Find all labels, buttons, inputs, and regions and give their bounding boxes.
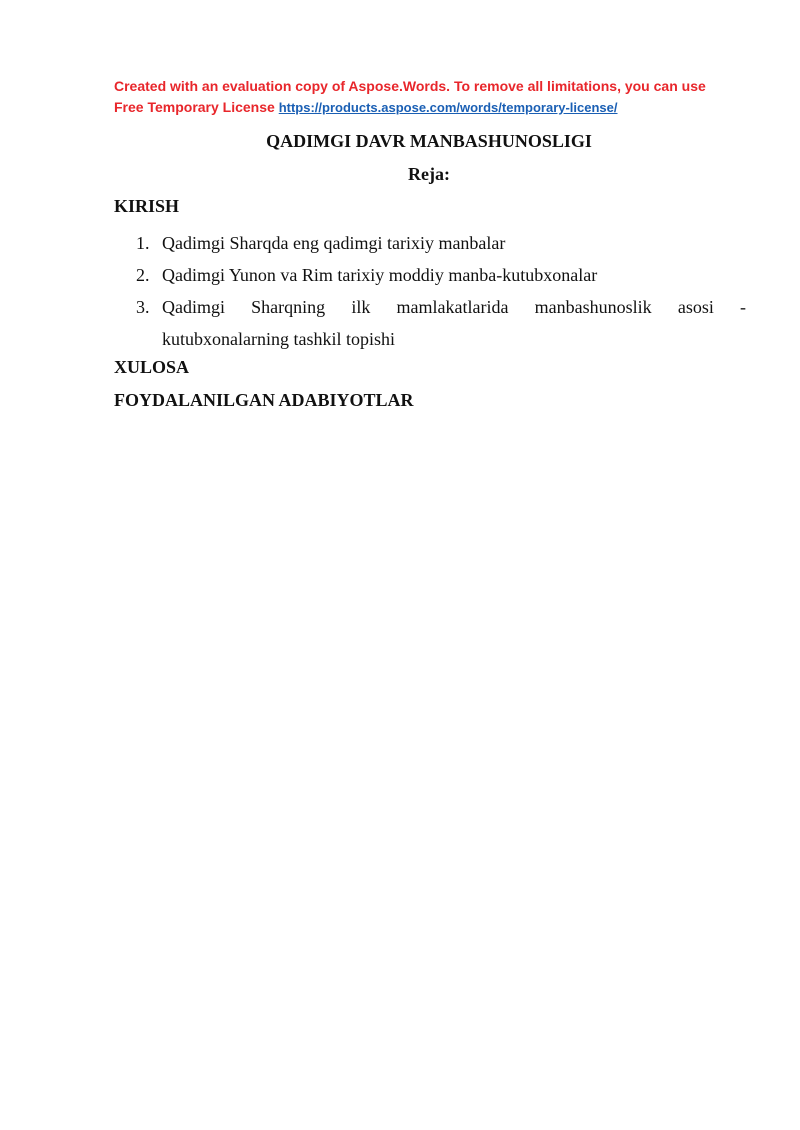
list-item [136, 291, 746, 355]
conclusion-heading: XULOSA [114, 357, 190, 377]
list-item-number: 1. [136, 233, 150, 253]
list-item-number: 2. [136, 265, 150, 285]
list-item-text: Qadimgi Sharqning ilk mamlakatlarida manbashunoslik asosi - kutubxonalarning tashkil topishi [162, 297, 746, 349]
intro-heading: KIRISH [114, 196, 180, 216]
evaluation-license-line [114, 97, 754, 118]
license-label: Free Temporary License [114, 99, 275, 115]
list-item-text: Qadimgi Yunon va Rim tarixiy moddiy manba-kutubxonalar [162, 265, 598, 285]
evaluation-notice-line: Created with an evaluation copy of Aspose.Words. To remove all limitations, you can use [114, 78, 706, 94]
evaluation-banner [114, 76, 754, 118]
plan-list [136, 227, 746, 355]
references-heading: FOYDALANILGAN ADABIYOTLAR [114, 390, 414, 410]
list-item-number: 3. [136, 297, 150, 317]
plan-label: Reja: [408, 164, 450, 184]
list-item [136, 259, 746, 291]
list-item [136, 227, 746, 259]
document-title: QADIMGI DAVR MANBASHUNOSLIGI [266, 131, 592, 151]
list-item-text: Qadimgi Sharqda eng qadimgi tarixiy manbalar [162, 233, 506, 253]
license-link[interactable]: https://products.aspose.com/words/temporary-license/ [278, 100, 618, 115]
